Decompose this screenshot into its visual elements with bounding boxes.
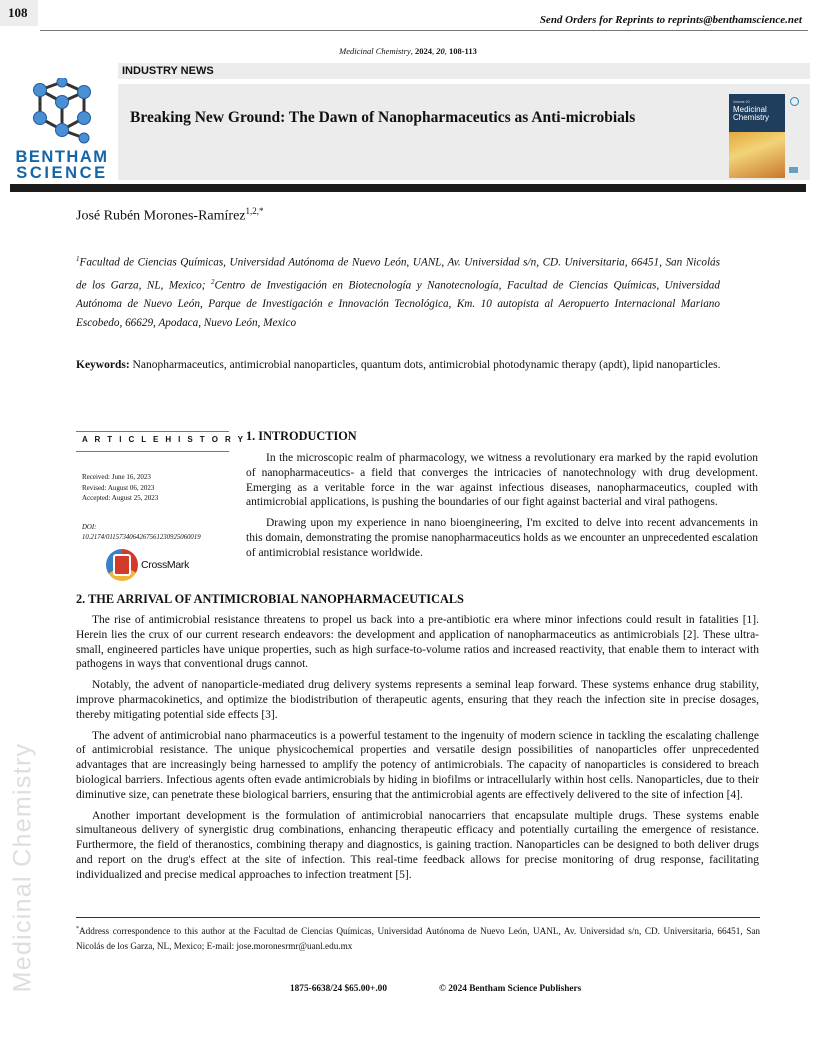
publisher-mark-icon	[789, 167, 798, 173]
citation-year: 2024	[414, 46, 432, 56]
title-band	[118, 84, 810, 180]
journal-cover-thumbnail[interactable]	[729, 94, 785, 178]
date-accepted: Accepted: August 25, 2023	[82, 494, 159, 502]
affil-marker-2: 2	[210, 277, 215, 286]
logo-text-science: SCIENCE	[16, 164, 108, 182]
molecule-icon	[26, 78, 98, 144]
section-tag: INDUSTRY NEWS	[118, 63, 810, 79]
crossmark-label: CrossMark	[141, 559, 190, 571]
footnote-text: Address correspondence to this author at the Facultad de Ciencias Químicas, Universidad Autónoma de Nuevo León, UANL, Av. Universidad s/n, CD. Universitaria, 66451, San Nicolás de los Garza, NL, Mexico; E-mail: jose.moronesrmr@uanl.edu.mx	[76, 926, 760, 951]
article-dates	[82, 472, 158, 504]
citation-pages: 108-113	[448, 46, 477, 56]
cover-title-line2: Chemistry	[733, 113, 770, 122]
header-divider	[40, 30, 808, 31]
citation-journal: Medicinal Chemistry	[339, 46, 411, 56]
keywords-label: Keywords:	[76, 359, 130, 371]
citation-volume: 20	[436, 46, 445, 56]
header-bar	[10, 184, 806, 192]
intro-paragraph: In the microscopic realm of pharmacology, we witness a revolutionary era marked by the rapid evolution of nanopharmaceutics- a field that converges the intricacies of nanotechnology with drug development. Emerging as a veritable force in the war against infectious diseases, nanopharmaceutics, coupled with antimicrobial applications, is pushing the boundaries of our fight against bacterial and viral pathogens.	[246, 452, 758, 509]
section2-paragraph: The advent of antimicrobial nano pharmaceutics is a powerful testament to the ingenuity of modern science in tackling the escalating challenge of antimicrobial resistance. The unique physicochemical properties and versatile design possibilities of nanoparticles offer unprecedented advantages that are increasingly being harnessed to amplify the potency of antimicrobials. The capacity of nanoparticles is considered to breach biological barriers. Infectious agents often evade antimicrobials by hiding in biofilms or intracellularly within host cells. Nanoparticles, due to their diminutive size, can penetrate these biological barriers, ensuring that the antimicrobial agents are effectively delivered to the site of infection [4].	[76, 729, 759, 801]
doi-block	[82, 523, 201, 543]
page-number: 108	[0, 0, 38, 26]
issn-price: 1875-6638/24 $65.00+.00	[290, 984, 387, 994]
crossmark-bookmark-icon	[113, 554, 131, 576]
author-line	[76, 206, 264, 225]
keywords-list: Nanopharmaceutics, antimicrobial nanoparticles, quantum dots, antimicrobial photodynamic therapy (apdt), lipid nanoparticles.	[132, 359, 721, 371]
intro-paragraph: Drawing upon my experience in nano bioengineering, I'm excited to delve into recent advancements in this domain, demonstrating the promise nanopharmaceutics holds as we encounter an unprecedented escalation of antimicrobial resistance worldwide.	[246, 517, 758, 559]
section2-paragraph: Another important development is the formulation of antimicrobial nanocarriers that encapsulate multiple drugs. These systems enable simultaneous delivery of synergistic drug combinations, enhancing therapeutic efficacy and potentially curtailing the emergence of resistance. Furthermore, the field of theranostics, combining therapy and diagnostics, is gaining traction. Nanoparticles can be designed to both deliver drugs and report on the drug's effect at the site of infection. This real-time feedback allows for precise monitoring of drug response, facilitating individualized and precise medical approaches to infection treatment [5].	[76, 809, 759, 881]
cover-art	[729, 132, 785, 178]
correspondence-footnote	[76, 922, 760, 953]
impact-badge-icon	[790, 97, 799, 106]
copyright: © 2024 Bentham Science Publishers	[439, 984, 582, 994]
affiliations	[76, 250, 720, 333]
section2-body	[76, 613, 759, 889]
doi-link[interactable]: 10.2174/0115734064267561230925060019	[82, 534, 201, 541]
date-received: Received: June 16, 2023	[82, 473, 151, 481]
article-history-heading: A R T I C L E H I S T O R Y	[82, 435, 246, 444]
sidebar-rule-top	[76, 431, 229, 432]
affiliation-2: Centro de Investigación en Biotecnología y Nanotecnología, Facultad de Ciencias Químicas, Universidad Autónoma de Nuevo León, Parque de Investigación e Innovación Tecnológica, Km. 10 autopista al Aeropuerto Internacional Mariano Escobedo, 66629, Apodaca, Nuevo León, Mexico	[76, 279, 720, 330]
affil-marker-1: 1	[76, 255, 80, 263]
section2-heading: 2. THE ARRIVAL OF ANTIMICROBIAL NANOPHARMACEUTICALS	[76, 592, 464, 606]
keywords	[76, 358, 759, 373]
cover-volume: Volume 20	[733, 100, 750, 104]
logo-text-bentham: BENTHAM	[15, 148, 109, 166]
cover-title-line1: Medicinal	[733, 105, 767, 114]
article-title: Breaking New Ground: The Dawn of Nanopharmaceutics as Anti-microbials	[130, 109, 636, 126]
journal-watermark: Medicinal Chemistry	[8, 742, 37, 993]
footnote-divider	[76, 917, 760, 918]
date-revised: Revised: August 06, 2023	[82, 483, 155, 492]
crossmark-button[interactable]	[106, 548, 202, 582]
author-name: José Rubén Morones-Ramírez	[76, 208, 246, 224]
affiliation-1: Facultad de Ciencias Químicas, Universidad Autónoma de Nuevo León, UANL, Av. Universidad s/n, CD. Universitaria, 66451, San Nicolás de los Garza, NL, Mexico;	[76, 256, 720, 292]
author-affiliations: 1,2,*	[245, 206, 264, 216]
section2-paragraph: The rise of antimicrobial resistance threatens to propel us back into a pre-antibiotic era where minor infections could result in fatalities [1]. Herein lies the crux of our current research endeavors: the development and application of nanopharmaceutics as antimicrobials [2]. These ultra-small, engineered particles have unique properties, such as high surface-to-volume ratios and increased reactivity, that enable them to interact with pathogens in ways that conventional drugs cannot.	[76, 614, 759, 671]
publisher-logo[interactable]	[10, 78, 114, 180]
reprints-notice[interactable]: Send Orders for Reprints to reprints@benthamscience.net	[539, 14, 802, 26]
journal-citation: Medicinal Chemistry, 2024, 20, 108-113	[339, 46, 477, 56]
intro-heading: 1. INTRODUCTION	[246, 429, 357, 443]
cover-title	[733, 106, 769, 122]
intro-body	[246, 451, 758, 567]
footnote-marker: *	[76, 926, 79, 932]
section2-paragraph: Notably, the advent of nanoparticle-mediated drug delivery systems represents a seminal leap forward. These systems enhance drug stability, improve pharmacokinetics, and optimize the biodistribution of therapeutic agents, ensuring that they reach the infection site in precise dosages, thereby mitigating potential side effects [3].	[76, 679, 759, 721]
sidebar-rule-mid	[76, 451, 229, 452]
doi-label: DOI:	[82, 524, 97, 531]
